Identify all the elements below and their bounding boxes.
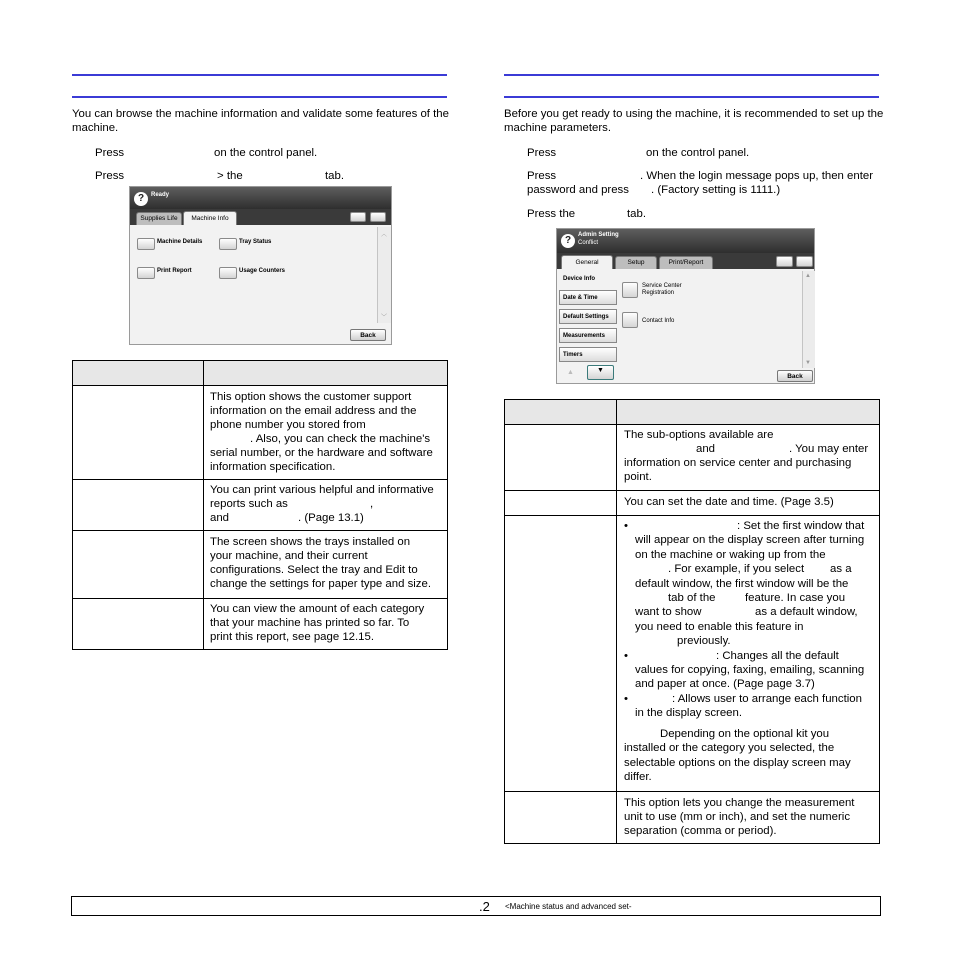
help-icon[interactable]: ? bbox=[134, 192, 148, 206]
cell-line: phone number you stored from bbox=[210, 419, 366, 431]
cell-line: in the display screen. bbox=[635, 707, 743, 720]
step1-rest: on the control panel. bbox=[214, 147, 318, 159]
machine-details-label: Machine Details bbox=[157, 239, 203, 245]
usage-counters-label: Usage Counters bbox=[239, 268, 286, 274]
left-step-1 bbox=[95, 146, 435, 160]
cell-line: that your machine has printed so far. To bbox=[210, 617, 410, 629]
contact-info-label: Contact Info bbox=[642, 318, 675, 324]
title-bar bbox=[557, 229, 814, 253]
cell-line: on the machine or waking up from the bbox=[635, 548, 826, 561]
cell-line: and paper at once. (Page page 3.7) bbox=[635, 678, 815, 691]
cell-line: serial number, or the hardware and software bbox=[210, 447, 433, 459]
menu-down-icon: ▼ bbox=[597, 367, 604, 374]
note-line: Depending on the optional kit you bbox=[660, 727, 830, 740]
cell-line: . Also, you can check the machine's bbox=[250, 433, 431, 445]
back-button[interactable]: Back bbox=[777, 370, 813, 382]
row-divider bbox=[505, 515, 879, 516]
print-icon[interactable] bbox=[796, 256, 813, 267]
press-text: Press bbox=[527, 170, 557, 182]
cell-line: You can print various helpful and informative bbox=[210, 484, 434, 496]
row-divider bbox=[505, 490, 879, 491]
machine-info-screen bbox=[129, 186, 392, 345]
tab-setup[interactable]: Setup bbox=[615, 256, 657, 269]
table-row bbox=[210, 483, 446, 525]
cell-line: information on the email address and the bbox=[210, 405, 417, 417]
cell-text: want to show bbox=[635, 606, 702, 619]
cell-line: You can view the amount of each category bbox=[210, 603, 425, 615]
cell-line: This option shows the customer support bbox=[210, 391, 412, 403]
chapter-title: <Machine status and advanced set- bbox=[505, 902, 632, 911]
bullet-icon: • bbox=[624, 649, 628, 662]
scrollbar[interactable] bbox=[802, 271, 815, 368]
table-row bbox=[624, 495, 876, 509]
tab-print-report[interactable]: Print/Report bbox=[659, 256, 713, 269]
press-text: Press bbox=[95, 147, 125, 159]
tab-machine-info[interactable]: Machine Info bbox=[183, 211, 237, 225]
cell-line: default window, the first window will be the bbox=[635, 577, 849, 590]
cell-text: and bbox=[696, 443, 716, 455]
cell-line: unit to use (mm or inch), and set the numeric bbox=[624, 811, 851, 823]
admin-setting-screen bbox=[556, 228, 815, 384]
press-text: Press bbox=[95, 170, 125, 182]
step2-line2: password and press bbox=[527, 184, 629, 196]
cell-line bbox=[624, 591, 878, 605]
print-report-label: Print Report bbox=[157, 268, 192, 274]
step1-rest: on the control panel. bbox=[646, 147, 750, 159]
cell-line bbox=[624, 605, 878, 619]
cell-line: The screen shows the trays installed on bbox=[210, 536, 411, 548]
table-row bbox=[624, 796, 878, 838]
cell-text: , bbox=[370, 498, 374, 510]
menu-date-time[interactable]: Date & Time bbox=[559, 290, 617, 305]
step2-line2b: . (Factory setting is 1111.) bbox=[651, 184, 781, 196]
right-intro: Before you get ready to using the machine, it is recommended to set up the machine parameters. bbox=[504, 108, 884, 134]
table-row bbox=[624, 428, 876, 484]
cell-line: You can set the date and time. (Page 3.5) bbox=[624, 496, 834, 508]
job-status-icon[interactable] bbox=[350, 212, 366, 222]
contact-info-button[interactable] bbox=[622, 312, 638, 328]
cell-line: change the settings for paper type and size. bbox=[210, 578, 431, 590]
step2-rest: . When the login message pops up, then enter bbox=[640, 170, 874, 182]
service-center-button[interactable] bbox=[622, 282, 638, 298]
cell-line: information specification. bbox=[210, 461, 336, 473]
page-footer bbox=[71, 896, 881, 916]
cell-text: . You may enter bbox=[789, 443, 869, 455]
cell-line: This option lets you change the measurement bbox=[624, 797, 855, 809]
machine-details-button[interactable] bbox=[137, 238, 155, 250]
bullet-icon: • bbox=[624, 520, 628, 532]
menu-device-info[interactable]: Device Info bbox=[559, 272, 617, 286]
tab-supplies-life[interactable]: Supplies Life bbox=[136, 212, 182, 225]
scroll-down-icon[interactable]: ▼ bbox=[805, 360, 811, 366]
cell-line: The sub-options available are bbox=[624, 429, 774, 441]
cell-text: . (Page 13.1) bbox=[298, 512, 364, 524]
tray-status-label: Tray Status bbox=[239, 239, 272, 245]
menu-up-icon[interactable]: ▲ bbox=[567, 369, 574, 376]
title-admin-setting: Admin Setting bbox=[578, 232, 619, 238]
status-bar bbox=[130, 187, 391, 209]
table-header bbox=[505, 400, 879, 425]
cell-line bbox=[624, 442, 876, 456]
machine-info-table bbox=[72, 360, 448, 650]
menu-measurements[interactable]: Measurements bbox=[559, 328, 617, 343]
back-button[interactable]: Back bbox=[350, 329, 386, 341]
cell-text: feature. In case you bbox=[745, 592, 846, 605]
left-step-2 bbox=[95, 169, 435, 183]
right-step-3 bbox=[527, 207, 867, 221]
table-header bbox=[73, 361, 447, 386]
cell-line: information on service center and purchasing bbox=[624, 457, 852, 469]
step3-tab: tab. bbox=[627, 208, 646, 220]
cell-line: configurations. Select the tray and Edit to bbox=[210, 564, 418, 576]
scroll-up-icon[interactable]: ︿ bbox=[381, 232, 388, 238]
cell-line bbox=[624, 562, 878, 576]
table-row bbox=[210, 602, 446, 644]
press-the-text: Press the bbox=[527, 208, 576, 220]
bullet-icon: • bbox=[624, 692, 628, 705]
tray-status-button[interactable] bbox=[219, 238, 237, 250]
print-icon[interactable] bbox=[370, 212, 386, 222]
cell-text: reports such as bbox=[210, 498, 288, 510]
scroll-down-icon[interactable]: ﹀ bbox=[381, 315, 388, 321]
bullet-line bbox=[624, 649, 878, 663]
cell-line: you need to enable this feature in bbox=[635, 620, 804, 633]
cell-text: and bbox=[210, 512, 230, 524]
note-line: differ. bbox=[624, 770, 652, 783]
menu-timers[interactable]: Timers bbox=[559, 347, 617, 362]
menu-down-button[interactable] bbox=[587, 365, 614, 380]
status-text: Ready bbox=[151, 192, 170, 198]
cell-line: separation (comma or period). bbox=[624, 825, 777, 837]
cell-line: previously. bbox=[677, 635, 731, 648]
press-text: Press bbox=[527, 147, 557, 159]
cell-line: print this report, see page 12.15. bbox=[210, 631, 375, 643]
cell-text: : Set the first window that bbox=[737, 520, 865, 532]
bullet-line bbox=[624, 519, 878, 533]
cell-text: : Allows user to arrange each function bbox=[672, 692, 862, 705]
step2-the: > the bbox=[217, 170, 243, 182]
cell-text: : Changes all the default bbox=[716, 649, 839, 662]
help-icon[interactable]: ? bbox=[561, 234, 575, 248]
cell-line: will appear on the display screen after turning bbox=[635, 534, 865, 547]
column-divider bbox=[616, 400, 617, 843]
cell-line bbox=[210, 497, 446, 511]
menu-default-settings[interactable]: Default Settings bbox=[559, 309, 617, 324]
row-divider bbox=[73, 479, 447, 480]
scroll-up-icon[interactable]: ▲ bbox=[805, 273, 811, 279]
cell-line: point. bbox=[624, 471, 652, 483]
table-row bbox=[624, 519, 878, 784]
usage-counters-button[interactable] bbox=[219, 267, 237, 279]
cell-line bbox=[210, 511, 446, 525]
print-report-button[interactable] bbox=[137, 267, 155, 279]
note-line: installed or the category you selected, the bbox=[624, 742, 835, 755]
cell-line: your machine, and their current bbox=[210, 550, 368, 562]
right-section-rule bbox=[504, 96, 879, 98]
step2-tab: tab. bbox=[325, 170, 344, 182]
title-conflict: Conflict bbox=[578, 240, 599, 246]
cell-text: as a bbox=[830, 563, 852, 576]
bullet-line bbox=[624, 692, 878, 706]
tab-strip bbox=[557, 253, 814, 269]
service-center-label: Service Center Registration bbox=[642, 283, 682, 296]
right-top-rule bbox=[504, 74, 879, 76]
cell-text: as a default window, bbox=[755, 606, 858, 619]
tab-general[interactable]: General bbox=[561, 255, 613, 269]
cell-line: values for copying, faxing, emailing, scanning bbox=[635, 664, 865, 677]
general-settings-table bbox=[504, 399, 880, 844]
cell-text: . For example, if you select bbox=[668, 563, 805, 576]
tab-strip bbox=[130, 209, 391, 225]
table-row bbox=[210, 390, 446, 474]
job-status-icon[interactable] bbox=[776, 256, 793, 267]
cell-text: tab of the bbox=[668, 592, 716, 605]
right-step-2 bbox=[527, 169, 879, 197]
row-divider bbox=[73, 598, 447, 599]
left-section-rule bbox=[72, 96, 447, 98]
column-divider bbox=[203, 361, 204, 649]
right-step-1 bbox=[527, 146, 877, 160]
page-number: .2 bbox=[479, 899, 490, 914]
table-row bbox=[210, 535, 446, 591]
scrollbar[interactable] bbox=[377, 227, 391, 323]
note-line: selectable options on the display screen may bbox=[624, 756, 851, 769]
left-top-rule bbox=[72, 74, 447, 76]
row-divider bbox=[505, 791, 879, 792]
row-divider bbox=[73, 530, 447, 531]
left-intro: You can browse the machine information and validate some features of the machine. bbox=[72, 108, 449, 134]
